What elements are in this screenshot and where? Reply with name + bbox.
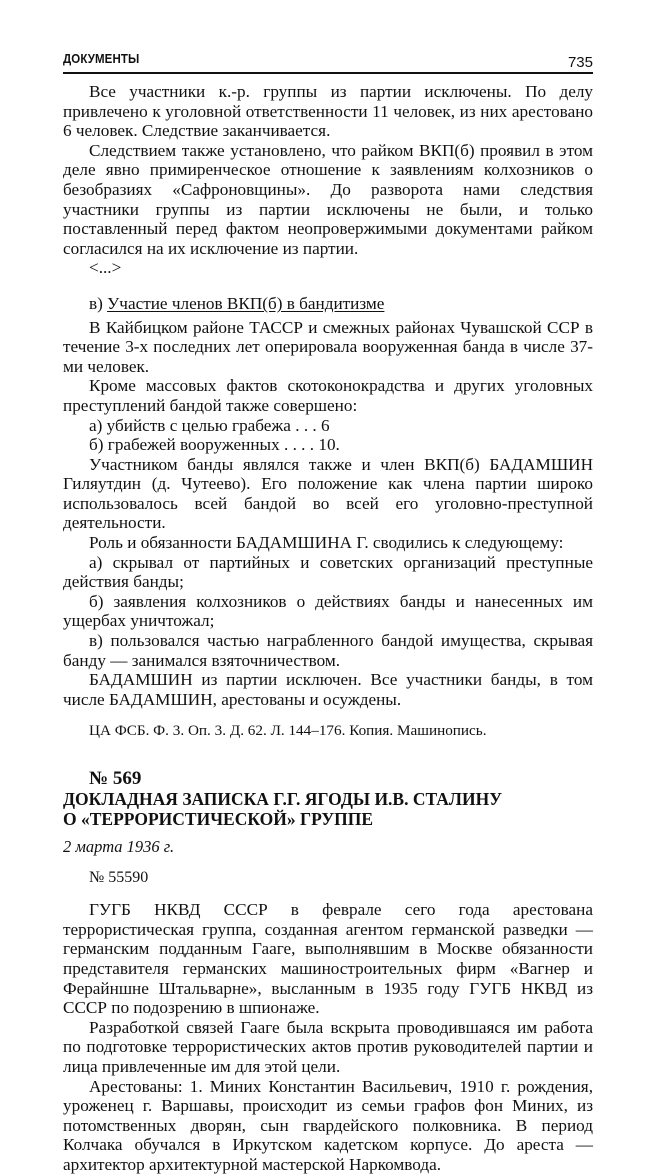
paragraph: ГУГБ НКВД СССР в феврале сего года арестована террористическая группа, созданная агентом германской разведки — германским подданным Гааге, выполнявшим в Москве обязанности представителя германских машиностроительных фирм «Вагнер и Ферайншне Штальварне», высланным в 1935 году ГУГБ НКВД из СССР по подозрению в шпионаже. <box>63 900 593 1018</box>
registration-number: № 55590 <box>89 868 149 886</box>
running-head-section: ДОКУМЕНТЫ <box>63 53 140 67</box>
document-page <box>63 53 593 1175</box>
duty-item: в) пользовался частью награбленного бандой имущества, скрывая банду — занимался взяточничеством. <box>63 631 593 670</box>
paragraph: Кроме массовых фактов скотоконокрадства и других уголовных преступлений бандой также совершено: <box>63 376 593 415</box>
document-title-line: О «ТЕРРОРИСТИЧЕСКОЙ» ГРУППЕ <box>63 809 374 829</box>
page-number: 735 <box>567 54 593 71</box>
paragraph: Роль и обязанности БАДАМШИНА Г. сводились к следующему: <box>89 533 564 553</box>
list-item: б) грабежей вооруженных . . . . 10. <box>89 435 340 455</box>
document-number: № 569 <box>89 768 142 789</box>
section-marker: в) <box>89 293 108 313</box>
section-title: Участие членов ВКП(б) в бандитизме <box>107 293 385 313</box>
document-date: 2 марта 1936 г. <box>63 837 175 856</box>
duty-item: б) заявления колхозников о действиях банды и нанесенных им ущербах уничтожал; <box>63 591 593 631</box>
paragraph: Все участники к.-р. группы из партии исключены. По делу привлечено к уголовной ответственности 11 человек, из них арестовано 6 человек. Следствие заканчивается. <box>63 82 593 141</box>
paragraph: Следствием также установлено, что райком ВКП(б) проявил в этом деле явно примиренческое отношение к заявлениям колхозников о безобразиях «Сафроновщины». До разворота нами следствия участники группы из партии исключены не были, и только поставленный перед фактом неопровержимыми документами райком согласился на их исключение из партии. <box>63 140 593 258</box>
duty-item: а) скрывал от партийных и советских организаций преступные действия банды; <box>63 552 593 592</box>
paragraph: БАДАМШИН из партии исключен. Все участники банды, в том числе БАДАМШИН, арестованы и осуждены. <box>63 670 593 709</box>
omission-mark: <...> <box>89 258 122 278</box>
section-heading <box>63 294 593 314</box>
paragraph: В Кайбицком районе ТАССР и смежных районах Чувашской ССР в течение 3-х последних лет оперировала вооруженная банда в числе 37-ми человек. <box>63 317 593 376</box>
list-item: а) убийств с целью грабежа . . . 6 <box>89 415 330 435</box>
archive-source: ЦА ФСБ. Ф. 3. Оп. 3. Д. 62. Л. 144–176. Копия. Машинопись. <box>89 722 487 740</box>
running-head <box>63 53 593 74</box>
paragraph: Участником банды являлся также и член ВКП(б) БАДАМШИН Гиляутдин (д. Чутеево). Его положение как члена партии широко использовалось всей бандой во всей его уголовно-преступной деятельности. <box>63 454 593 533</box>
paragraph: Разработкой связей Гааге была вскрыта проводившаяся им работа по подготовке террористических актов против руководителей партии и лица привлеченные им для этой цели. <box>63 1017 593 1076</box>
document-title-line: ДОКЛАДНАЯ ЗАПИСКА Г.Г. ЯГОДЫ И.В. СТАЛИНУ <box>63 789 503 809</box>
paragraph: Арестованы: 1. Миних Константин Васильевич, 1910 г. рождения, уроженец г. Варшавы, происходит из семьи графов фон Миних, из потомственных дворян, сын гвардейского полковника. В период Колчака обучался в Иркутском кадетском корпусе. До ареста — архитектор архитектурной мастерской Наркомвода. <box>63 1076 593 1174</box>
